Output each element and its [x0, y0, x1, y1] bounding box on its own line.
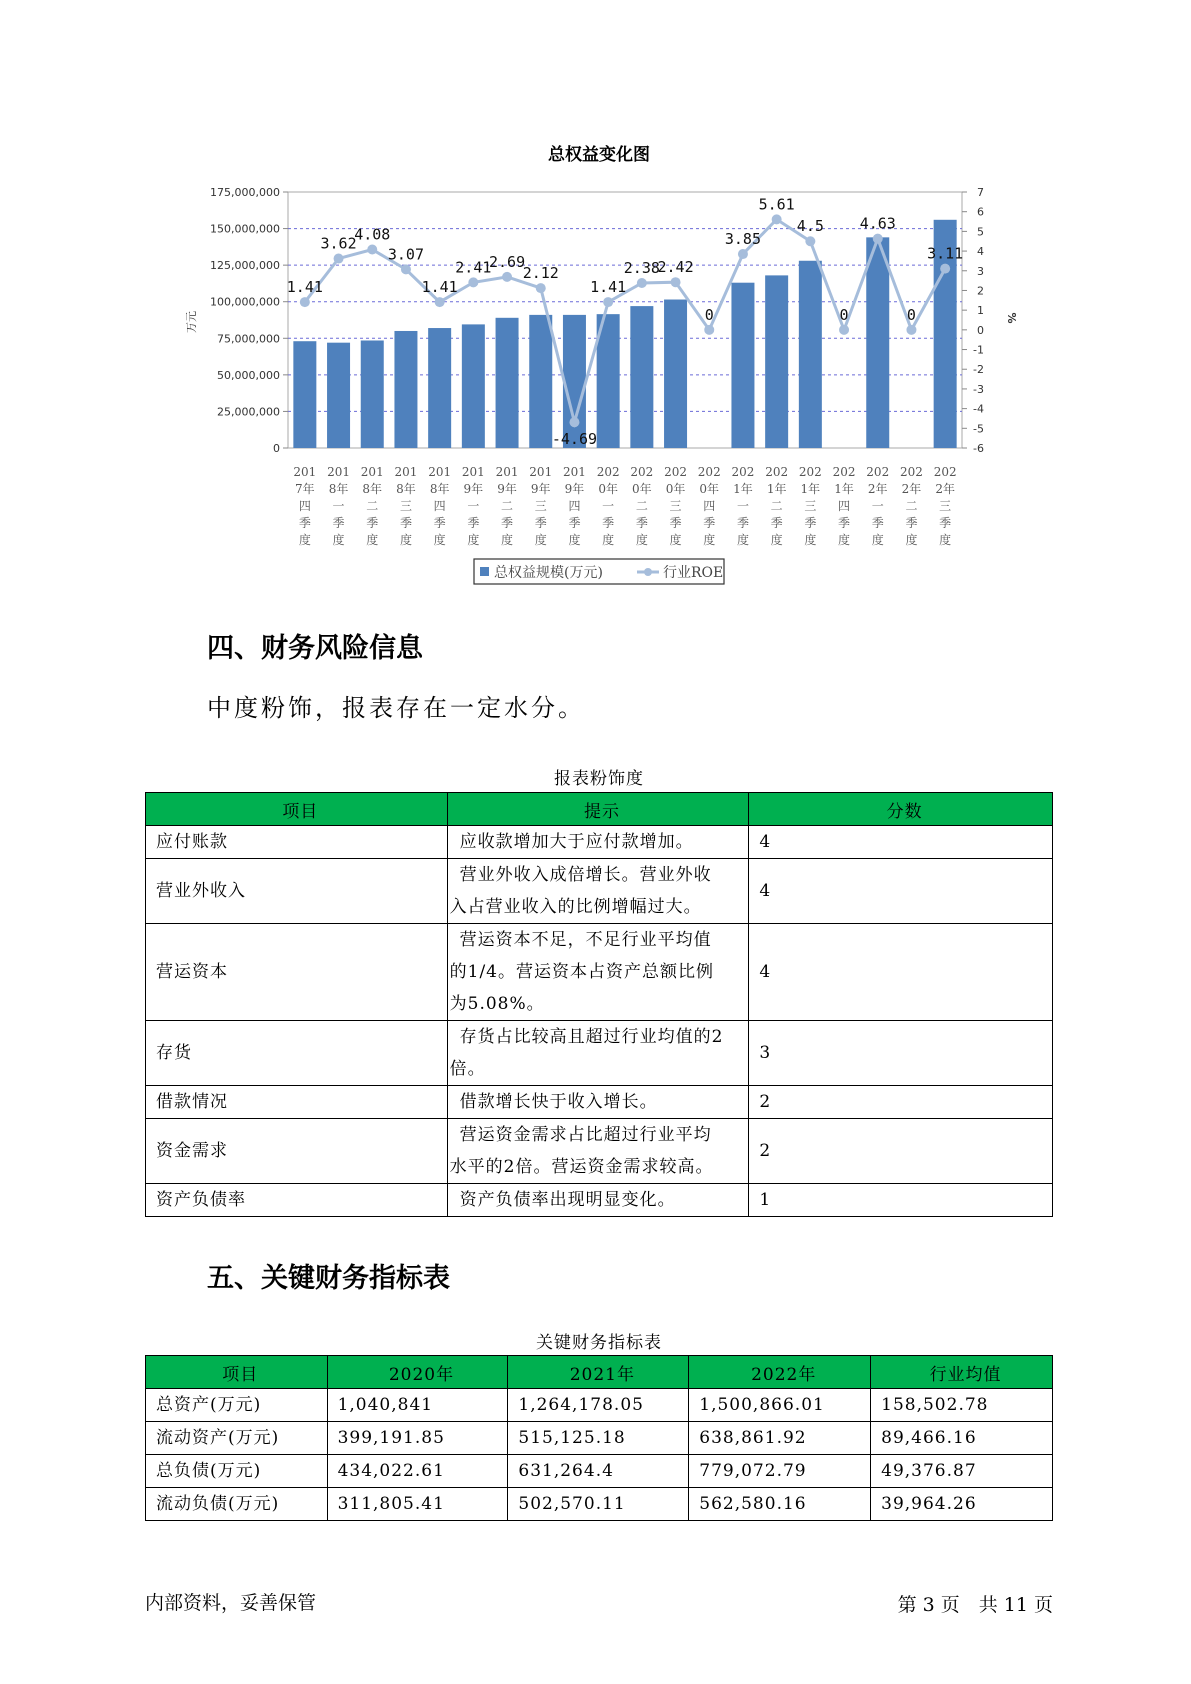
footer-confidential: 内部资料，妥善保管: [145, 1592, 317, 1614]
roe-data-label: 2.69: [488, 252, 526, 271]
chart-title: 总权益变化图: [548, 145, 650, 165]
risk-table-row: [146, 1119, 1053, 1184]
roe-point: [704, 325, 714, 335]
risk-table-row: [146, 1086, 1053, 1119]
risk-hint-line: 的1/4。营运资本占资产总额比例: [449, 962, 714, 982]
x-tick-label: 202: [697, 465, 721, 479]
x-tick-label: 一: [736, 499, 749, 513]
risk-hint-line: 入占营业收入的比例增幅过大。: [449, 897, 702, 917]
kpi-header-industry: 行业均值: [871, 1356, 1053, 1389]
risk-table-row: [146, 1021, 1053, 1086]
kpi-value: 158,502.78: [871, 1389, 1053, 1422]
risk-item: 应付账款: [146, 826, 448, 859]
x-tick-label: 202: [731, 465, 755, 479]
kpi-value: 1,264,178.05: [508, 1389, 689, 1422]
x-tick-label: 一: [871, 499, 884, 513]
kpi-value: 631,264.4: [508, 1455, 689, 1488]
x-tick-label: 季: [298, 516, 311, 530]
section-heading-kpi: 五、关键财务指标表: [207, 1263, 450, 1294]
roe-point: [906, 325, 916, 335]
x-tick-label: 三: [399, 499, 412, 513]
x-tick-label: 8年: [396, 482, 416, 496]
x-tick-label: 季: [939, 516, 952, 530]
x-tick-label: 度: [433, 533, 446, 547]
roe-data-label: 3.85: [724, 230, 762, 249]
roe-data-label: 4.5: [796, 217, 824, 236]
kpi-item: 总负债(万元): [146, 1455, 328, 1488]
roe-data-label: 2.42: [657, 258, 694, 277]
risk-table-row: [146, 826, 1053, 859]
x-tick-label: 度: [366, 533, 379, 547]
roe-data-label: 5.61: [758, 195, 795, 214]
bar: [293, 341, 316, 448]
risk-score: 4: [749, 859, 1053, 924]
roe-point: [334, 254, 344, 264]
roe-point: [569, 417, 579, 427]
risk-item: 营业外收入: [146, 859, 448, 924]
bar: [664, 300, 687, 448]
roe-point: [502, 272, 512, 282]
risk-score: 4: [749, 924, 1053, 1021]
kpi-value: 562,580.16: [689, 1488, 871, 1521]
kpi-item: 流动资产(万元): [146, 1422, 328, 1455]
x-tick-label: 度: [298, 533, 311, 547]
x-tick-label: 1年: [733, 482, 753, 496]
x-tick-label: 201: [529, 465, 553, 479]
risk-hint: [447, 1119, 749, 1184]
roe-point: [738, 249, 748, 259]
bar: [428, 328, 451, 448]
x-tick-label: 2年: [935, 482, 955, 496]
x-tick-label: 季: [770, 516, 783, 530]
x-tick-label: 度: [399, 533, 412, 547]
bar: [361, 340, 384, 448]
x-tick-label: 201: [562, 465, 586, 479]
x-tick-label: 7年: [295, 482, 315, 496]
x-tick-label: 二: [366, 499, 379, 513]
roe-data-label: 3.11: [927, 244, 964, 263]
plot-area: [185, 186, 1018, 584]
kpi-value: 1,040,841: [327, 1389, 508, 1422]
risk-header-item: 项目: [146, 793, 448, 826]
x-tick-label: 季: [366, 516, 379, 530]
risk-hint-line: 倍。: [449, 1059, 486, 1079]
y-tick-label: 75,000,000: [217, 332, 280, 346]
risk-table-row: [146, 1184, 1053, 1217]
x-tick-label: 度: [534, 533, 547, 547]
x-tick-label: 202: [596, 465, 620, 479]
x-tick-label: 四: [838, 499, 851, 513]
x-tick-label: 9年: [463, 482, 484, 496]
roe-data-label: 0: [704, 305, 714, 324]
x-tick-label: 季: [804, 516, 817, 530]
bar: [563, 315, 586, 448]
risk-score: 1: [749, 1184, 1053, 1217]
y2-tick-label: -4: [973, 402, 984, 416]
kpi-value: 502,570.11: [508, 1488, 689, 1521]
risk-table-row: [146, 859, 1053, 924]
risk-hint: [447, 1184, 749, 1217]
legend-label-roe: 行业ROE: [663, 565, 724, 581]
roe-data-label: 0: [839, 305, 849, 324]
roe-data-label: 2.41: [455, 258, 492, 277]
risk-item: 借款情况: [146, 1086, 448, 1119]
roe-data-label: 4.08: [354, 225, 391, 244]
x-tick-label: 季: [703, 516, 716, 530]
kpi-header-2021: 2021年: [508, 1356, 689, 1389]
roe-data-label: 3.62: [320, 234, 357, 253]
x-tick-label: 201: [394, 465, 418, 479]
y-tick-label: 150,000,000: [210, 222, 280, 236]
y2-tick-label: 3: [977, 264, 984, 278]
roe-point: [873, 234, 883, 244]
risk-item: 存货: [146, 1021, 448, 1086]
x-tick-label: 四: [433, 499, 446, 513]
kpi-header-item: 项目: [146, 1356, 328, 1389]
kpi-table-row: [146, 1455, 1053, 1488]
risk-hint-line: 水平的2倍。营运资金需求较高。: [449, 1157, 714, 1177]
kpi-table-caption: 关键财务指标表: [536, 1333, 662, 1353]
y2-tick-label: -2: [973, 363, 984, 377]
y-tick-label: 125,000,000: [210, 259, 280, 273]
kpi-value: 311,805.41: [327, 1488, 508, 1521]
kpi-item: 流动负债(万元): [146, 1488, 328, 1521]
section-heading-risk: 四、财务风险信息: [207, 633, 423, 664]
x-tick-label: 1年: [766, 482, 787, 496]
x-tick-label: 季: [568, 516, 581, 530]
bar: [394, 331, 417, 448]
x-tick-label: 一: [467, 499, 480, 513]
legend-swatch-point: [644, 568, 652, 576]
y2-tick-label: 2: [977, 284, 984, 298]
x-tick-label: 度: [501, 533, 514, 547]
x-tick-label: 季: [399, 516, 412, 530]
x-tick-label: 四: [298, 499, 311, 513]
x-tick-label: 度: [939, 533, 952, 547]
bar: [799, 261, 822, 448]
x-tick-label: 度: [804, 533, 817, 547]
x-tick-label: 2年: [901, 482, 922, 496]
y-tick-label: 175,000,000: [210, 186, 280, 199]
kpi-value: 515,125.18: [508, 1422, 689, 1455]
risk-header-hint: 提示: [447, 793, 749, 826]
roe-point: [536, 283, 546, 293]
roe-data-label: 0: [906, 305, 916, 324]
risk-hint-line: 营业外收入成倍增长。营业外收: [459, 865, 712, 885]
x-tick-label: 201: [461, 465, 485, 479]
x-tick-label: 202: [866, 465, 890, 479]
x-tick-label: 季: [501, 516, 514, 530]
kpi-item: 总资产(万元): [146, 1389, 328, 1422]
risk-table-row: [146, 924, 1053, 1021]
kpi-value: 39,964.26: [871, 1488, 1053, 1521]
bar: [496, 318, 519, 448]
x-tick-label: 季: [635, 516, 648, 530]
x-tick-label: 0年: [632, 482, 652, 496]
y2-tick-label: 6: [977, 205, 984, 219]
risk-hint: [447, 1021, 749, 1086]
risk-table-caption: 报表粉饰度: [554, 769, 644, 789]
x-tick-label: 8年: [429, 482, 450, 496]
x-tick-label: 季: [669, 516, 682, 530]
y-tick-label: 100,000,000: [210, 295, 280, 309]
roe-point: [940, 264, 950, 274]
x-tick-label: 度: [568, 533, 581, 547]
roe-point: [603, 297, 613, 307]
x-tick-label: 度: [635, 533, 648, 547]
x-tick-label: 202: [933, 465, 957, 479]
roe-point: [367, 245, 377, 255]
risk-hint-line: 借款增长快于收入增长。: [459, 1092, 658, 1112]
x-tick-label: 三: [669, 499, 682, 513]
roe-point: [671, 277, 681, 287]
equity-chart: [0, 0, 1191, 600]
x-tick-label: 202: [899, 465, 923, 479]
y2-tick-label: 1: [977, 304, 984, 318]
y-tick-label: 50,000,000: [217, 368, 280, 382]
x-tick-label: 二: [905, 499, 918, 513]
bar: [630, 306, 653, 448]
x-tick-label: 度: [871, 533, 884, 547]
risk-hint-line: 为5.08%。: [449, 994, 545, 1014]
y2-tick-label: -5: [973, 422, 984, 436]
roe-data-label: 3.07: [387, 245, 425, 264]
kpi-value: 434,022.61: [327, 1455, 508, 1488]
x-tick-label: 季: [433, 516, 446, 530]
kpi-header-2022: 2022年: [689, 1356, 871, 1389]
roe-point: [805, 236, 815, 246]
x-tick-label: 季: [534, 516, 547, 530]
y-tick-label: 25,000,000: [217, 405, 280, 419]
bar: [866, 237, 889, 448]
roe-point: [839, 325, 849, 335]
bar: [731, 283, 754, 448]
kpi-value: 399,191.85: [327, 1422, 508, 1455]
y2-tick-label: 7: [977, 186, 984, 199]
y2-tick-label: 4: [977, 245, 984, 259]
risk-summary: 中度粉饰，报表存在一定水分。: [207, 694, 585, 722]
kpi-table-row: [146, 1389, 1053, 1422]
x-tick-label: 度: [770, 533, 783, 547]
risk-item: 营运资本: [146, 924, 448, 1021]
x-tick-label: 9年: [497, 482, 517, 496]
x-tick-label: 四: [703, 499, 716, 513]
roe-data-label: 1.41: [286, 278, 323, 297]
kpi-value: 49,376.87: [871, 1455, 1053, 1488]
x-tick-label: 一: [332, 499, 345, 513]
risk-hint: [447, 924, 749, 1021]
x-tick-label: 202: [765, 465, 789, 479]
x-tick-label: 度: [905, 533, 918, 547]
x-tick-label: 201: [495, 465, 519, 479]
x-tick-label: 季: [838, 516, 851, 530]
kpi-header-2020: 2020年: [327, 1356, 508, 1389]
kpi-table: [145, 1355, 1053, 1521]
x-tick-label: 季: [871, 516, 884, 530]
legend-swatch-bar: [480, 567, 489, 576]
x-tick-label: 0年: [598, 482, 618, 496]
roe-data-label: 2.38: [623, 258, 660, 277]
x-tick-label: 三: [534, 499, 547, 513]
roe-point: [637, 278, 647, 288]
x-tick-label: 度: [467, 533, 480, 547]
x-tick-label: 一: [602, 499, 615, 513]
bar: [529, 315, 552, 448]
kpi-value: 779,072.79: [689, 1455, 871, 1488]
x-tick-label: 201: [428, 465, 452, 479]
x-tick-label: 8年: [328, 482, 349, 496]
roe-point: [772, 214, 782, 224]
x-tick-label: 2年: [867, 482, 888, 496]
y2-tick-label: 5: [977, 225, 984, 239]
x-tick-label: 度: [332, 533, 345, 547]
x-tick-label: 度: [838, 533, 851, 547]
risk-score: 2: [749, 1086, 1053, 1119]
x-tick-label: 202: [664, 465, 688, 479]
x-tick-label: 季: [905, 516, 918, 530]
x-tick-label: 9年: [530, 482, 551, 496]
x-tick-label: 201: [360, 465, 384, 479]
x-tick-label: 202: [630, 465, 654, 479]
risk-hint-line: 资产负债率出现明显变化。: [459, 1190, 676, 1210]
bar: [327, 343, 350, 448]
roe-data-label: 1.41: [421, 278, 458, 297]
roe-point: [468, 277, 478, 287]
y2-tick-label: -1: [973, 343, 984, 357]
risk-header-score: 分数: [749, 793, 1053, 826]
y2-axis-label: %: [1005, 312, 1018, 324]
risk-hint-line: 营运资金需求占比超过行业平均: [459, 1125, 712, 1145]
roe-point: [435, 297, 445, 307]
kpi-table-row: [146, 1422, 1053, 1455]
x-tick-label: 202: [798, 465, 822, 479]
y2-tick-label: -3: [973, 382, 984, 396]
x-tick-label: 季: [736, 516, 749, 530]
x-tick-label: 季: [602, 516, 615, 530]
x-tick-label: 度: [736, 533, 749, 547]
x-tick-label: 季: [467, 516, 480, 530]
risk-hint-line: 营运资本不足，不足行业平均值: [459, 930, 712, 950]
roe-data-label: 2.12: [522, 264, 559, 283]
x-tick-label: 9年: [564, 482, 585, 496]
y2-tick-label: -6: [973, 442, 984, 455]
roe-point: [300, 297, 310, 307]
risk-table: [145, 792, 1053, 1217]
x-tick-label: 0年: [665, 482, 686, 496]
risk-hint: [447, 859, 749, 924]
risk-score: 3: [749, 1021, 1053, 1086]
x-tick-label: 1年: [800, 482, 821, 496]
roe-data-label: -4.69: [551, 430, 598, 449]
kpi-table-row: [146, 1488, 1053, 1521]
x-tick-label: 二: [501, 499, 514, 513]
kpi-value: 89,466.16: [871, 1422, 1053, 1455]
footer-page-number: 第 3 页 共 11 页: [897, 1594, 1053, 1616]
bar: [462, 324, 485, 448]
x-tick-label: 季: [332, 516, 345, 530]
roe-point: [401, 264, 411, 274]
kpi-value: 638,861.92: [689, 1422, 871, 1455]
x-tick-label: 202: [832, 465, 856, 479]
risk-score: 2: [749, 1119, 1053, 1184]
risk-hint: [447, 1086, 749, 1119]
x-tick-label: 三: [939, 499, 952, 513]
legend-label-equity: 总权益规模(万元): [494, 565, 603, 581]
x-tick-label: 二: [635, 499, 648, 513]
x-tick-label: 8年: [362, 482, 383, 496]
x-tick-label: 二: [770, 499, 783, 513]
risk-hint-line: 存货占比较高且超过行业均值的2: [459, 1027, 724, 1047]
roe-data-label: 4.63: [859, 214, 896, 233]
x-tick-label: 1年: [834, 482, 854, 496]
risk-score: 4: [749, 826, 1053, 859]
bar: [765, 275, 788, 448]
x-tick-label: 三: [804, 499, 817, 513]
risk-hint: [447, 826, 749, 859]
y2-tick-label: 0: [977, 323, 984, 337]
x-tick-label: 0年: [699, 482, 720, 496]
y-tick-label: 0: [273, 442, 280, 455]
risk-item: 资产负债率: [146, 1184, 448, 1217]
x-tick-label: 201: [327, 465, 351, 479]
x-tick-label: 度: [669, 533, 682, 547]
risk-item: 资金需求: [146, 1119, 448, 1184]
x-tick-label: 度: [703, 533, 716, 547]
y-axis-label: 万元: [185, 311, 198, 333]
kpi-value: 1,500,866.01: [689, 1389, 871, 1422]
x-tick-label: 四: [568, 499, 581, 513]
x-tick-label: 度: [602, 533, 615, 547]
x-tick-label: 201: [293, 465, 317, 479]
risk-hint-line: 应收款增加大于应付款增加。: [459, 832, 694, 852]
roe-data-label: 1.41: [590, 278, 627, 297]
